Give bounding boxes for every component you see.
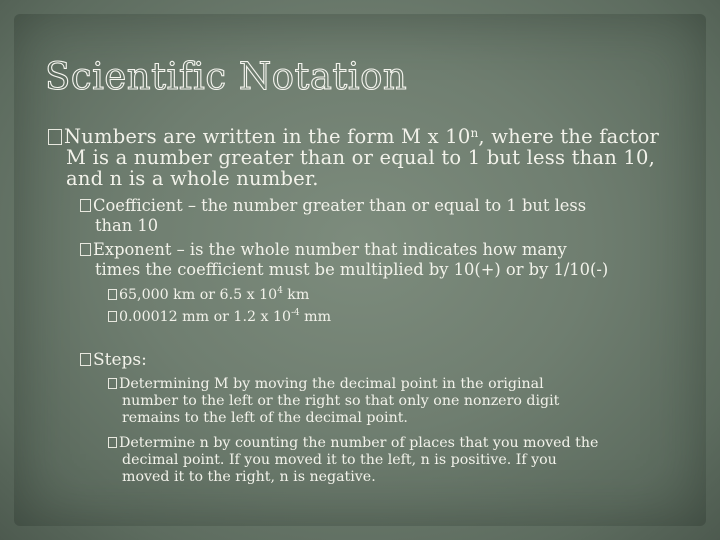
main-line3: and n is a whole number.: [66, 167, 319, 190]
example-1-suffix: km: [282, 287, 310, 303]
main-line1-rest: , where the factor: [478, 125, 660, 148]
example-2-suffix: mm: [299, 309, 332, 325]
step-2-line1: Determine n by counting the number of places that you moved the: [119, 435, 599, 451]
bullet-box-icon: [48, 129, 62, 145]
step-1-line1: Determining M by moving the decimal point in the original: [119, 376, 544, 392]
coefficient-line2: than 10: [95, 216, 159, 235]
exponent-bullet: [80, 240, 608, 280]
coefficient-line1: Coefficient – the number greater than or equal to 1 but less: [93, 196, 587, 215]
exponent-line2: times the coefficient must be multiplied by 10(+) or by 1/10(-): [95, 260, 609, 279]
main-line1-exponent: n: [470, 126, 479, 140]
step-2-line2: decimal point. If you moved it to the left, n is positive. If you: [122, 452, 557, 468]
steps-heading-label: Steps:: [93, 350, 147, 370]
main-line2: M is a number greater than or equal to 1 but less than 10,: [66, 146, 655, 169]
bullet-box-icon: [80, 243, 91, 256]
example-1-exponent: 4: [277, 286, 283, 296]
slide-title: Scientific Notation: [45, 55, 408, 98]
step-1: [108, 376, 559, 427]
example-2-text: 0.00012 mm or 1.2 x 10: [119, 309, 292, 325]
bullet-box-icon: [80, 199, 91, 212]
example-2-exponent: -4: [291, 308, 300, 318]
bullet-box-icon: [108, 289, 117, 300]
step-2: [108, 435, 598, 486]
bullet-box-icon: [108, 311, 117, 322]
step-1-line3: remains to the left of the decimal point.: [122, 410, 408, 426]
main-line1: Numbers are written in the form M x 10: [64, 125, 471, 148]
bullet-box-icon: [80, 353, 91, 366]
bullet-box-icon: [108, 437, 117, 448]
step-1-line2: number to the left or the right so that only one nonzero digit: [122, 393, 560, 409]
example-1-text: 65,000 km or 6.5 x 10: [119, 287, 278, 303]
exponent-line1: Exponent – is the whole number that indicates how many: [93, 240, 567, 259]
example-2: [108, 309, 331, 326]
step-2-line3: moved it to the right, n is negative.: [122, 469, 376, 485]
main-bullet: [48, 126, 659, 189]
example-1: [108, 287, 309, 304]
steps-heading: [80, 350, 147, 370]
bullet-box-icon: [108, 378, 117, 389]
coefficient-bullet: [80, 196, 586, 236]
